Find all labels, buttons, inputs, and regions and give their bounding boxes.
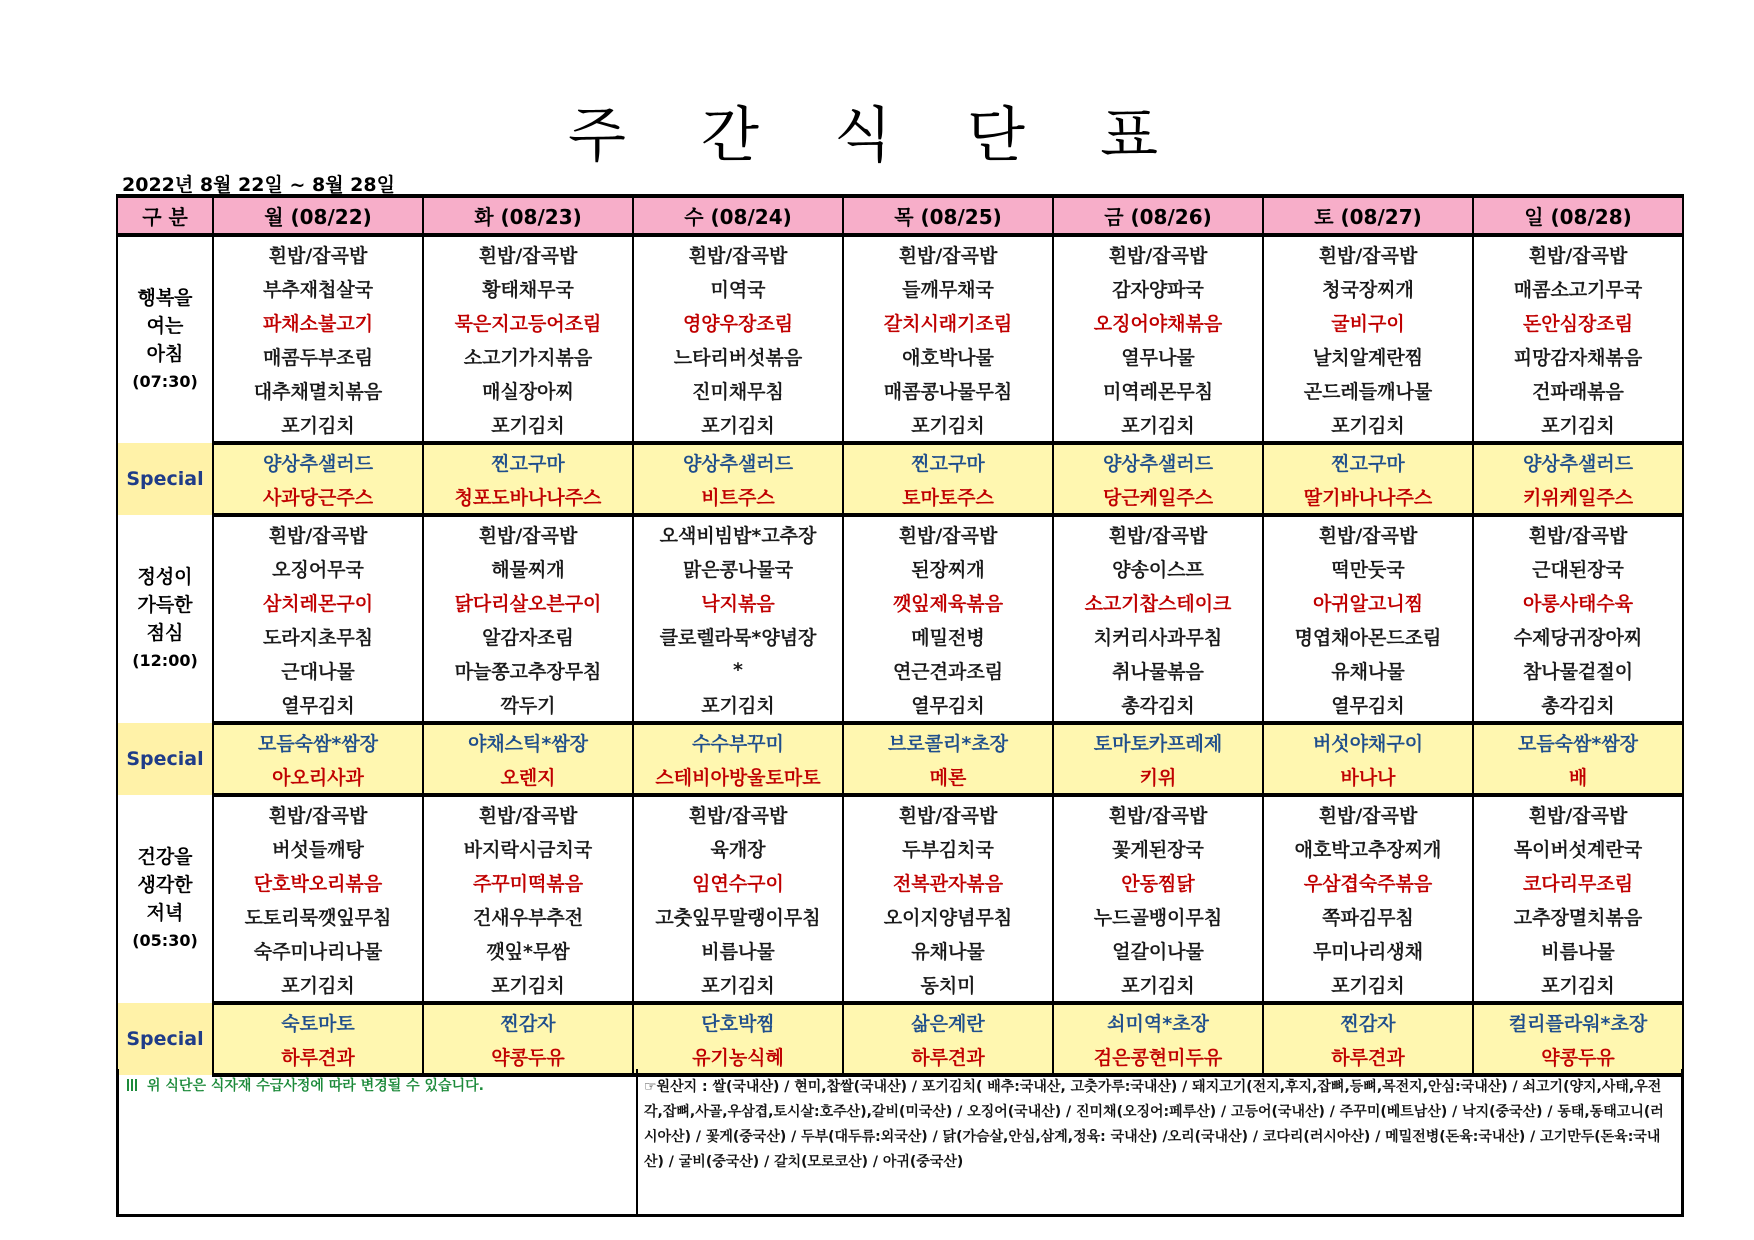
menu-item: 흰밥/잡곡밥: [1263, 235, 1473, 271]
menu-item: 포기김치: [633, 687, 843, 723]
menu-item: 단호박오리볶음: [213, 865, 423, 899]
menu-item: 쪽파김무침: [1263, 899, 1473, 933]
special-item: 양상추샐러드: [213, 443, 423, 479]
meal-label-line: 아침: [146, 343, 184, 365]
header-day-sun: 일 (08/28): [1473, 196, 1683, 235]
special-item: 약콩두유: [1473, 1039, 1683, 1075]
special-row: [117, 723, 1683, 759]
menu-item: 마늘쫑고추장무침: [423, 653, 633, 687]
footer-notice: 위 식단은 식자재 수급사정에 따라 변경될 수 있습니다.: [147, 1078, 484, 1094]
special-label: Special: [117, 723, 213, 795]
header-day-sat: 토 (08/27): [1263, 196, 1473, 235]
menu-item: 흰밥/잡곡밥: [633, 795, 843, 831]
menu-row: [117, 373, 1683, 407]
menu-item: 깍두기: [423, 687, 633, 723]
menu-item: 고춧잎무말랭이무침: [633, 899, 843, 933]
menu-item: 매콤두부조림: [213, 339, 423, 373]
menu-row: [117, 831, 1683, 865]
menu-item: 누드골뱅이무침: [1053, 899, 1263, 933]
menu-item: 느타리버섯볶음: [633, 339, 843, 373]
footer-origin: ☞원산지 : 쌀(국내산) / 현미,찹쌀(국내산) / 포기김치( 배추:국내산, 고춧가루:국내산) / 돼지고기(전지,후지,잡뼈,등뼈,목전지,안심:국내산) / 쇠고기(양지,사태,우전각,잡뼈,사골,우삼겹,토시살:호주산),갈비(미국산) / 오징어(국내산) / 진미채(오징어:페루산) / 고등어(국내산) / 주꾸미(베트남산) / 낙지(중국산) / 동태,동태고니(러시아산) / 꽃게(중국산) / 두부(대두류:외국산) / 닭(가슴살,안심,삼계,정육: 국내산) /오리(국내산) / 코다리(러시아산) / 메밀전병(돈육:국내산) / 고기만두(돈육:국내산) / 굴비(중국산) / 갈치(모로코산) / 아귀(중국산): [644, 1079, 1664, 1170]
menu-item: 수제당귀장아찌: [1473, 619, 1683, 653]
notice-icon: [127, 1079, 139, 1091]
menu-item: 유채나물: [843, 933, 1053, 967]
menu-item: 꽃게된장국: [1053, 831, 1263, 865]
menu-item: 포기김치: [633, 967, 843, 1003]
special-item: 모듬숙쌈*쌈장: [1473, 723, 1683, 759]
menu-item: 연근견과조림: [843, 653, 1053, 687]
lunch-label: [117, 515, 213, 723]
meal-label-line: 행복을: [137, 287, 193, 309]
menu-row: [117, 795, 1683, 831]
meal-label-line: 건강을: [137, 846, 193, 868]
special-item: 토마토주스: [843, 479, 1053, 515]
header-day-thu: 목 (08/25): [843, 196, 1053, 235]
special-item: 메론: [843, 759, 1053, 795]
menu-item: 도라지초무침: [213, 619, 423, 653]
meal-label-line: 가득한: [137, 594, 193, 616]
menu-item: 코다리무조림: [1473, 865, 1683, 899]
menu-row: [117, 235, 1683, 271]
menu-item: 바지락시금치국: [423, 831, 633, 865]
menu-item: 포기김치: [843, 407, 1053, 443]
special-item: 사과당근주스: [213, 479, 423, 515]
menu-item: 소고기찹스테이크: [1053, 585, 1263, 619]
menu-item: 고추장멸치볶음: [1473, 899, 1683, 933]
footer-notice-box: [119, 1069, 638, 1214]
menu-row: [117, 305, 1683, 339]
special-item: 토마토카프레제: [1053, 723, 1263, 759]
header-day-wed: 수 (08/24): [633, 196, 843, 235]
menu-row: [117, 619, 1683, 653]
menu-item: 파채소불고기: [213, 305, 423, 339]
menu-item: 매콤콩나물무침: [843, 373, 1053, 407]
special-item: 브로콜리*초장: [843, 723, 1053, 759]
menu-row: [117, 585, 1683, 619]
menu-item: 곤드레들깨나물: [1263, 373, 1473, 407]
menu-item: 흰밥/잡곡밥: [1053, 235, 1263, 271]
header-category: 구 분: [117, 196, 213, 235]
special-item: 수수부꾸미: [633, 723, 843, 759]
menu-item: 떡만둣국: [1263, 551, 1473, 585]
special-item: 숙토마토: [213, 1003, 423, 1039]
menu-item: 전복관자볶음: [843, 865, 1053, 899]
menu-item: 영양우장조림: [633, 305, 843, 339]
menu-item: 감자양파국: [1053, 271, 1263, 305]
page-title: 주 간 식 단 표: [567, 101, 1187, 171]
menu-item: 유채나물: [1263, 653, 1473, 687]
special-item: 쇠미역*초장: [1053, 1003, 1263, 1039]
menu-row: [117, 339, 1683, 373]
menu-item: 두부김치국: [843, 831, 1053, 865]
menu-item: 흰밥/잡곡밥: [1473, 795, 1683, 831]
special-item: 삶은계란: [843, 1003, 1053, 1039]
menu-item: 양송이스프: [1053, 551, 1263, 585]
special-item: 야채스틱*쌈장: [423, 723, 633, 759]
menu-item: 주꾸미떡볶음: [423, 865, 633, 899]
meal-time: (12:00): [132, 651, 198, 670]
menu-item: 포기김치: [423, 407, 633, 443]
special-label: Special: [117, 443, 213, 515]
special-item: 단호박찜: [633, 1003, 843, 1039]
menu-item: 무미나리생채: [1263, 933, 1473, 967]
menu-item: 건파래볶음: [1473, 373, 1683, 407]
menu-item: 흰밥/잡곡밥: [843, 235, 1053, 271]
special-item: 하루견과: [213, 1039, 423, 1075]
special-row: [117, 759, 1683, 795]
menu-item: 미역레몬무침: [1053, 373, 1263, 407]
menu-item: 안동찜닭: [1053, 865, 1263, 899]
menu-item: 총각김치: [1053, 687, 1263, 723]
special-item: 스테비아방울토마토: [633, 759, 843, 795]
menu-item: 열무김치: [1263, 687, 1473, 723]
menu-item: 굴비구이: [1263, 305, 1473, 339]
menu-item: 진미채무침: [633, 373, 843, 407]
menu-item: 대추채멸치볶음: [213, 373, 423, 407]
menu-item: 포기김치: [633, 407, 843, 443]
menu-item: 아귀알고니찜: [1263, 585, 1473, 619]
menu-item: 도토리묵깻잎무침: [213, 899, 423, 933]
special-item: 양상추샐러드: [1473, 443, 1683, 479]
menu-item: 깻잎*무쌈: [423, 933, 633, 967]
special-row: [117, 443, 1683, 479]
menu-item: 애호박고추장찌개: [1263, 831, 1473, 865]
menu-item: 포기김치: [1053, 967, 1263, 1003]
menu-item: 흰밥/잡곡밥: [1263, 515, 1473, 551]
menu-item: 황태채무국: [423, 271, 633, 305]
menu-item: 임연수구이: [633, 865, 843, 899]
menu-item: 애호박나물: [843, 339, 1053, 373]
menu-item: *: [633, 653, 843, 687]
special-item: 찐고구마: [423, 443, 633, 479]
menu-item: 피망감자채볶음: [1473, 339, 1683, 373]
menu-item: 포기김치: [1473, 967, 1683, 1003]
menu-item: 오징어야채볶음: [1053, 305, 1263, 339]
menu-row: [117, 551, 1683, 585]
menu-item: 참나물겉절이: [1473, 653, 1683, 687]
menu-item: 맑은콩나물국: [633, 551, 843, 585]
menu-item: 된장찌개: [843, 551, 1053, 585]
special-item: 키위케일주스: [1473, 479, 1683, 515]
menu-item: 부추재첩살국: [213, 271, 423, 305]
menu-item: 총각김치: [1473, 687, 1683, 723]
menu-item: 흰밥/잡곡밥: [1473, 235, 1683, 271]
meal-label-line: 생각한: [137, 874, 193, 896]
menu-item: 해물찌개: [423, 551, 633, 585]
meal-label-line: 정성이: [137, 566, 193, 588]
meal-label-line: 점심: [146, 622, 184, 644]
menu-item: 명엽채아몬드조림: [1263, 619, 1473, 653]
special-item: 하루견과: [843, 1039, 1053, 1075]
special-item: 찐감자: [1263, 1003, 1473, 1039]
menu-item: 날치알계란찜: [1263, 339, 1473, 373]
special-item: 유기농식혜: [633, 1039, 843, 1075]
menu-item: 갈치시래기조림: [843, 305, 1053, 339]
menu-item: 얼갈이나물: [1053, 933, 1263, 967]
special-item: 바나나: [1263, 759, 1473, 795]
menu-item: 흰밥/잡곡밥: [423, 515, 633, 551]
special-item: 키위: [1053, 759, 1263, 795]
special-item: 약콩두유: [423, 1039, 633, 1075]
menu-item: 포기김치: [1473, 407, 1683, 443]
menu-item: 숙주미나리나물: [213, 933, 423, 967]
menu-item: 알감자조림: [423, 619, 633, 653]
menu-row: [117, 967, 1683, 1003]
menu-item: 아롱사태수육: [1473, 585, 1683, 619]
special-item: 찐고구마: [1263, 443, 1473, 479]
menu-item: 흰밥/잡곡밥: [213, 515, 423, 551]
menu-item: 깻잎제육볶음: [843, 585, 1053, 619]
menu-row: [117, 899, 1683, 933]
menu-row: [117, 271, 1683, 305]
menu-row: [117, 933, 1683, 967]
menu-table: [116, 194, 1684, 1077]
menu-item: 들깨무채국: [843, 271, 1053, 305]
special-item: 모듬숙쌈*쌈장: [213, 723, 423, 759]
date-range: 2022년 8월 22일 ~ 8월 28일: [122, 174, 395, 196]
menu-item: 흰밥/잡곡밥: [423, 795, 633, 831]
special-item: 딸기바나나주스: [1263, 479, 1473, 515]
menu-item: 흰밥/잡곡밥: [1053, 795, 1263, 831]
menu-item: 흰밥/잡곡밥: [1473, 515, 1683, 551]
special-item: 오렌지: [423, 759, 633, 795]
dinner-label: [117, 795, 213, 1003]
menu-item: 포기김치: [423, 967, 633, 1003]
menu-item: 흰밥/잡곡밥: [213, 235, 423, 271]
menu-item: 소고기가지볶음: [423, 339, 633, 373]
header-day-tue: 화 (08/23): [423, 196, 633, 235]
footer: [116, 1069, 1684, 1217]
menu-item: 근대된장국: [1473, 551, 1683, 585]
special-item: 청포도바나나주스: [423, 479, 633, 515]
special-item: 양상추샐러드: [633, 443, 843, 479]
special-item: 찐감자: [423, 1003, 633, 1039]
menu-item: 비름나물: [633, 933, 843, 967]
menu-item: 메밀전병: [843, 619, 1053, 653]
menu-item: 낙지볶음: [633, 585, 843, 619]
menu-body: [117, 235, 1683, 1075]
header-day-mon: 월 (08/22): [213, 196, 423, 235]
menu-item: 육개장: [633, 831, 843, 865]
menu-item: 돈안심장조림: [1473, 305, 1683, 339]
meal-label-line: 저녁: [146, 902, 184, 924]
menu-item: 클로렐라묵*양념장: [633, 619, 843, 653]
menu-item: 포기김치: [1053, 407, 1263, 443]
special-item: 비트주스: [633, 479, 843, 515]
menu-item: 오징어무국: [213, 551, 423, 585]
special-item: 컬리플라워*초장: [1473, 1003, 1683, 1039]
menu-item: 버섯들깨탕: [213, 831, 423, 865]
special-row: [117, 479, 1683, 515]
menu-item: 닭다리살오븐구이: [423, 585, 633, 619]
menu-item: 흰밥/잡곡밥: [843, 795, 1053, 831]
menu-item: 청국장찌개: [1263, 271, 1473, 305]
menu-item: 오이지양념무침: [843, 899, 1053, 933]
special-row: [117, 1003, 1683, 1039]
menu-row: [117, 865, 1683, 899]
menu-item: 취나물볶음: [1053, 653, 1263, 687]
menu-item: 비름나물: [1473, 933, 1683, 967]
menu-item: 매실장아찌: [423, 373, 633, 407]
special-item: 하루견과: [1263, 1039, 1473, 1075]
special-item: 찐고구마: [843, 443, 1053, 479]
menu-item: 우삼겹숙주볶음: [1263, 865, 1473, 899]
menu-item: 포기김치: [213, 407, 423, 443]
menu-item: 오색비빔밥*고추장: [633, 515, 843, 551]
menu-item: 흰밥/잡곡밥: [423, 235, 633, 271]
menu-row: [117, 407, 1683, 443]
menu-item: 매콤소고기무국: [1473, 271, 1683, 305]
header-row: [117, 196, 1683, 235]
menu-row: [117, 687, 1683, 723]
special-item: 양상추샐러드: [1053, 443, 1263, 479]
menu-item: 치커리사과무침: [1053, 619, 1263, 653]
menu-item: 열무김치: [213, 687, 423, 723]
menu-item: 포기김치: [213, 967, 423, 1003]
menu-item: 근대나물: [213, 653, 423, 687]
special-item: 버섯야채구이: [1263, 723, 1473, 759]
menu-row: [117, 515, 1683, 551]
menu-item: 포기김치: [1263, 407, 1473, 443]
special-item: 검은콩현미두유: [1053, 1039, 1263, 1075]
menu-item: 포기김치: [1263, 967, 1473, 1003]
menu-item: 열무나물: [1053, 339, 1263, 373]
menu-item: 흰밥/잡곡밥: [213, 795, 423, 831]
special-label: Special: [117, 1003, 213, 1075]
menu-item: 건새우부추전: [423, 899, 633, 933]
header-day-fri: 금 (08/26): [1053, 196, 1263, 235]
menu-item: 흰밥/잡곡밥: [633, 235, 843, 271]
menu-item: 미역국: [633, 271, 843, 305]
special-item: 당근케일주스: [1053, 479, 1263, 515]
morning-label: [117, 235, 213, 443]
menu-item: 열무김치: [843, 687, 1053, 723]
special-item: 아오리사과: [213, 759, 423, 795]
special-item: 배: [1473, 759, 1683, 795]
menu-item: 삼치레몬구이: [213, 585, 423, 619]
menu-item: 흰밥/잡곡밥: [843, 515, 1053, 551]
meal-time: (05:30): [132, 931, 198, 950]
menu-item: 목이버섯계란국: [1473, 831, 1683, 865]
menu-item: 흰밥/잡곡밥: [1053, 515, 1263, 551]
menu-item: 흰밥/잡곡밥: [1263, 795, 1473, 831]
meal-label-line: 여는: [146, 315, 184, 337]
menu-row: [117, 653, 1683, 687]
menu-item: 묵은지고등어조림: [423, 305, 633, 339]
meal-time: (07:30): [132, 372, 198, 391]
menu-item: 동치미: [843, 967, 1053, 1003]
